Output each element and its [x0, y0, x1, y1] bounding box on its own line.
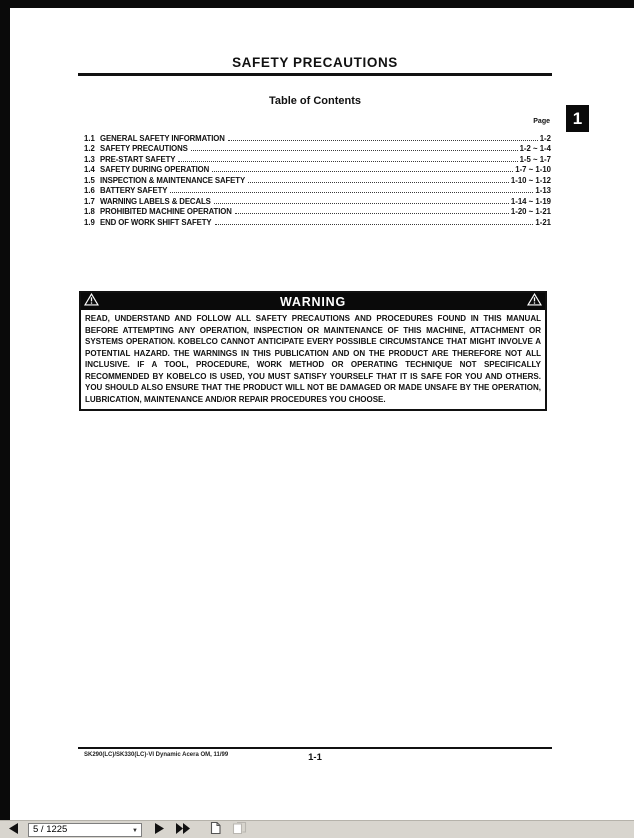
window-top-edge [0, 0, 634, 8]
toc-entry-number: 1.1 [84, 133, 95, 143]
prev-page-button[interactable] [4, 822, 22, 838]
toc-entry-pages: 1-7 ~ 1-10 [515, 165, 551, 174]
table-of-contents [84, 132, 551, 227]
document-reference: SK290(LC)/SK330(LC)-VI Dynamic Acera OM, 11/99 [84, 752, 229, 758]
single-page-icon [209, 821, 222, 838]
toc-entry-pages: 1-20 ~ 1-21 [510, 207, 551, 216]
dropdown-arrow-icon: ▼ [132, 827, 138, 834]
toc-entry-number: 1.6 [84, 186, 95, 195]
toc-entry-number: 1.9 [84, 217, 95, 227]
toc-dot-leader [212, 171, 513, 172]
toc-entry-label: END OF WORK SHIFT SAFETY [100, 217, 212, 227]
page-indicator-value: 5 / 1225 [33, 824, 68, 835]
toc-entry-label: SAFETY PRECAUTIONS [100, 144, 188, 153]
page-column-label: Page [533, 118, 550, 125]
last-page-button[interactable] [174, 822, 192, 838]
toc-entry-label: SAFETY DURING OPERATION [100, 165, 210, 174]
toc-entry-label: INSPECTION & MAINTENANCE SAFETY [100, 175, 246, 185]
prev-page-icon [9, 822, 18, 837]
toc-dot-leader [215, 224, 534, 225]
warning-header-bar [81, 293, 545, 310]
toc-entry-number: 1.2 [84, 144, 95, 153]
page-number: 1-1 [308, 752, 322, 763]
toc-entry [84, 206, 551, 217]
toc-entry [84, 216, 551, 227]
toc-entry-number: 1.7 [84, 196, 95, 206]
toc-entry [84, 195, 551, 206]
toc-entry-label: PRE-START SAFETY [100, 154, 176, 164]
chapter-tab: 1 [566, 105, 589, 132]
toc-entry [84, 185, 551, 196]
toc-entry-pages: 1-14 ~ 1-19 [510, 196, 551, 206]
toc-dot-leader [214, 203, 509, 204]
toc-entry-pages: 1-13 [535, 186, 551, 195]
toc-entry [84, 143, 551, 154]
toc-entry-pages: 1-10 ~ 1-12 [510, 175, 551, 185]
next-page-icon [155, 822, 164, 837]
toc-entry [84, 164, 551, 175]
toc-entry-number: 1.4 [84, 165, 95, 174]
last-page-icon [176, 822, 190, 837]
page-content [78, 8, 552, 820]
next-page-button[interactable] [150, 822, 168, 838]
document-page [10, 8, 634, 820]
facing-pages-icon [232, 821, 247, 838]
toc-dot-leader [178, 161, 517, 162]
toc-entry-pages: 1-2 [539, 133, 551, 143]
page-number-combobox[interactable] [28, 823, 142, 837]
toc-entry [84, 174, 551, 185]
footer-rule [78, 747, 552, 749]
single-page-view-button[interactable] [206, 822, 224, 838]
toc-entry-label: GENERAL SAFETY INFORMATION [100, 133, 225, 143]
toc-entry-pages: 1-2 ~ 1-4 [519, 144, 551, 153]
toc-dot-leader [248, 182, 509, 183]
facing-pages-view-button[interactable] [230, 822, 248, 838]
toc-entry [84, 132, 551, 143]
toc-dot-leader [228, 140, 538, 141]
toc-entry-number: 1.8 [84, 207, 95, 216]
toc-entry-label: WARNING LABELS & DECALS [100, 196, 211, 206]
toc-entry-number: 1.5 [84, 175, 95, 185]
viewer-toolbar [0, 820, 634, 838]
toc-dot-leader [235, 213, 509, 214]
warning-triangle-icon [527, 293, 542, 311]
toc-dot-leader [191, 150, 518, 151]
page-left-margin-shadow [0, 8, 10, 820]
toc-entry-number: 1.3 [84, 154, 95, 164]
warning-triangle-icon [84, 293, 99, 311]
title-rule [78, 73, 552, 76]
page-title: SAFETY PRECAUTIONS [232, 55, 398, 70]
toc-entry-label: PROHIBITED MACHINE OPERATION [100, 207, 232, 216]
toc-dot-leader [170, 192, 533, 193]
toc-entry [84, 153, 551, 164]
toc-heading: Table of Contents [268, 95, 362, 107]
warning-box [79, 291, 547, 411]
warning-title: WARNING [279, 294, 346, 309]
warning-body-text: READ, UNDERSTAND AND FOLLOW ALL SAFETY PRECAUTIONS AND PROCEDURES FOUND IN THIS MANUAL BEFORE ATTEMPTING ANY OPERATION, INSPECTION OR MAINTENANCE OF THIS MACHINE, ATTACHMENT OR SYSTEMS OPERATION. KOBELCO CANNOT ANTICIPATE EVERY POSSIBLE CIRCUMSTANCE THAT MIGHT INVOLVE A POTENTIAL HAZARD. THE WARNINGS IN THIS PUBLICATION AND ON THE PRODUCT ARE THEREFORE NOT ALL INCLUSIVE. IF A TOOL, PROCEDURE, WORK METHOD OR OPERATING TECHNIQUE NOT SPECIFICALLY RECOMMENDED BY KOBELCO IS USED, YOU MUST SATISFY YOURSELF THAT IT IS SAFE FOR YOU AND OTHERS. YOU SHOULD ALSO ENSURE THAT THE PRODUCT WILL NOT BE DAMAGED OR MADE UNSAFE BY THE OPERATION, LUBRICATION, MAINTENANCE AND/OR REPAIR PROCEDURES YOU CHOOSE. [85, 314, 541, 404]
toc-entry-label: BATTERY SAFETY [100, 186, 168, 195]
toc-entry-pages: 1-5 ~ 1-7 [519, 154, 551, 164]
toc-entry-pages: 1-21 [535, 217, 551, 227]
